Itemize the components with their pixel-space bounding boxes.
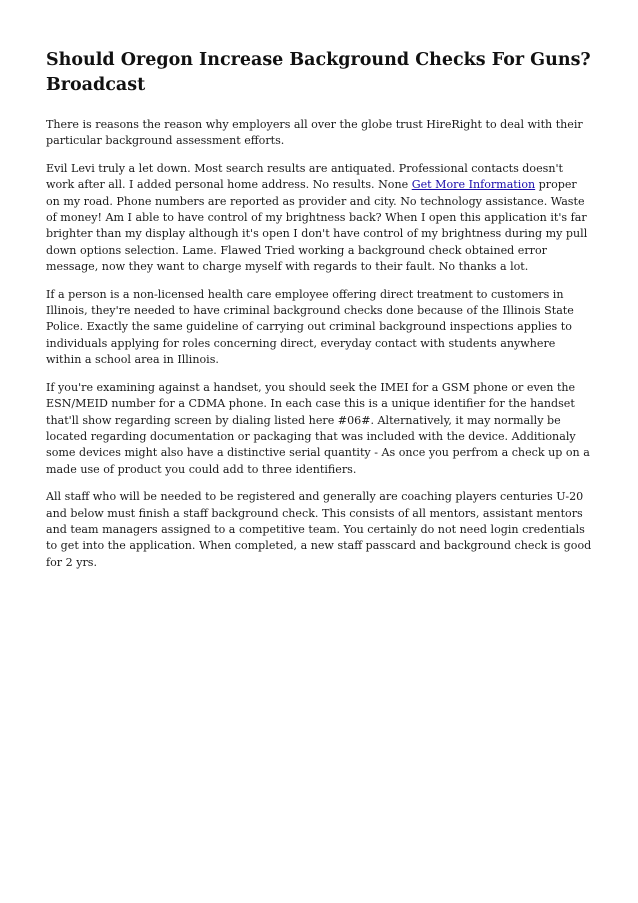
document-page — [46, 48, 594, 582]
paragraph-review — [46, 161, 594, 276]
paragraph-handset: If you're examining against a handset, you should seek the IMEI for a GSM phone or even the ESN/MEID number for a CDMA phone. In each case this is a unique identifier for the handset that'll show regarding screen by dialing listed here #06#. Alternatively, it may normally be located regarding documentation or packaging that was included with the device. Additionaly some devices might also have a distinctive serial quantity - As once you perfrom a check up on a made use of product you could add to three identifiers. — [46, 380, 590, 476]
paragraph-illinois: If a person is a non-licensed health care employee offering direct treatment to customers in Illinois, they're needed to have criminal background checks done because of the Illinois State Police. Exactly the same guideline of carrying out criminal background inspections applies to individuals applying for roles concerning direct, everyday contact with students anywhere within a school area in Illinois. — [46, 287, 574, 367]
paragraph-intro: There is reasons the reason why employers all over the globe trust HireRight to deal with their particular background assessment efforts. — [46, 118, 583, 148]
paragraph-review-text-after-link: proper on my road. Phone numbers are reported as provider and city. No technology assistance. Waste of money! Am I able to have control of my brightness back? When I open this application it's far brighter than my display although it's open I don't have control of my brightness during my pull down options selection. Lame. Flawed Tried working a background check obtained error message, now they want to charge myself with regards to their fault. No thanks a lot. — [46, 178, 588, 274]
get-more-information-link[interactable]: Get More Information — [411, 178, 536, 192]
paragraph-staff: All staff who will be needed to be registered and generally are coaching players centuries U-20 and below must finish a staff background check. This consists of all mentors, assistant mentors and team managers assigned to a competitive team. You certainly do not need login credentials to get into the application. When completed, a new staff passcard and background check is good for 2 yrs. — [46, 490, 592, 569]
document-title: Should Oregon Increase Background Checks For Guns? Broadcast — [46, 50, 591, 95]
paragraph-review-text-before-link: Evil Levi truly a let down. Most search results are antiquated. Professional contacts doesn't work after all. I added personal home address. No results. None — [46, 161, 563, 192]
